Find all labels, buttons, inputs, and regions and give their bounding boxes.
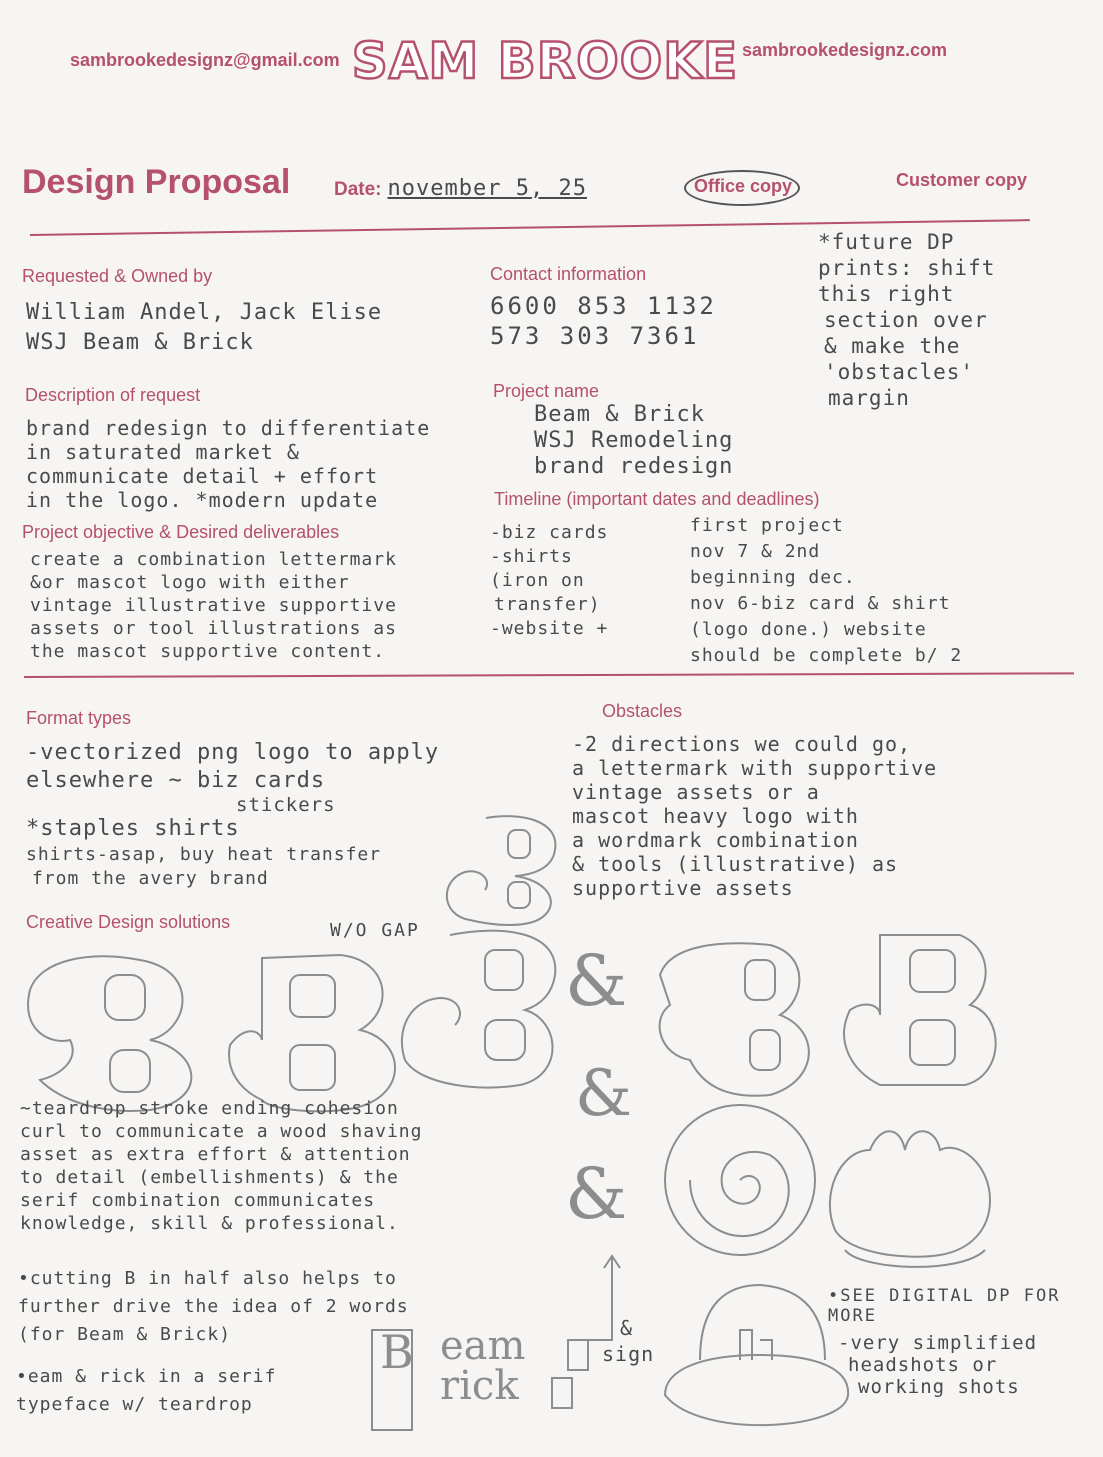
description-line: brand redesign to differentiate <box>26 416 431 440</box>
office-copy-option: Office copy <box>694 176 793 196</box>
header-email: sambrookedesignz@gmail.com <box>70 50 340 70</box>
obstacles-line: mascot heavy logo with <box>572 804 859 828</box>
creative-note-line: asset as extra effort & attention <box>20 1144 411 1165</box>
project-name-line: Beam & Brick <box>534 402 705 427</box>
timeline-right-line: nov 6-biz card & shirt <box>690 593 951 614</box>
wordmark-line: eam <box>440 1323 526 1369</box>
creative-note-line: further drive the idea of 2 words <box>18 1296 409 1317</box>
customer-copy-option: Customer copy <box>896 170 1028 190</box>
creative-notes-2 <box>18 1270 409 1354</box>
creative-notes-1 <box>20 1100 422 1238</box>
side-note-line: *future DP <box>818 230 955 254</box>
mascot-sketch <box>830 1131 990 1267</box>
side-note-line: 'obstacles' <box>824 360 975 384</box>
timeline-left-line: -biz cards <box>490 522 609 543</box>
obstacles-line: -2 directions we could go, <box>572 732 912 756</box>
creative-label: Creative Design solutions <box>26 912 231 932</box>
svg-text:&: & <box>575 1057 632 1131</box>
objective-line: the mascot supportive content. <box>30 641 386 662</box>
timeline-left-line: -shirts <box>490 546 573 567</box>
creative-note-line: curl to communicate a wood shaving <box>20 1121 423 1142</box>
requested-line: WSJ Beam & Brick <box>26 330 254 355</box>
side-note-line: & make the <box>824 334 961 358</box>
page-title: Design Proposal <box>22 163 291 201</box>
sign-note-line: sign <box>602 1342 655 1366</box>
wordmark-sketch <box>440 1323 526 1409</box>
project-name-line: brand redesign <box>534 454 734 479</box>
timeline-left-line: -website + <box>490 618 609 639</box>
headshot-note-line: -very simplified <box>838 1332 1038 1354</box>
contact-line: 573 303 7361 <box>490 322 700 350</box>
creative-note-line: •cutting B in half also helps to <box>18 1268 397 1289</box>
timeline-right-line: (logo done.) website <box>690 619 927 640</box>
serif-b-sketch: B <box>380 1325 414 1379</box>
sign-note <box>602 1318 654 1370</box>
objective-line: create a combination lettermark <box>30 549 397 570</box>
b-sketch-2 <box>229 955 395 1111</box>
wo-gap-note: W/O GAP <box>330 920 420 941</box>
obstacles-line: a lettermark with supportive <box>572 756 938 780</box>
project-name-line: WSJ Remodeling <box>534 428 734 453</box>
timeline-right-line: beginning dec. <box>690 567 856 588</box>
format-line: from the avery brand <box>32 868 269 889</box>
objective-line: vintage illustrative supportive <box>30 595 397 616</box>
timeline-label: Timeline (important dates and deadlines) <box>494 489 820 509</box>
description-line: communicate detail + effort <box>26 464 379 488</box>
format-label: Format types <box>26 708 132 728</box>
creative-note-line: ~teardrop stroke ending cohesion <box>20 1098 399 1119</box>
format-line: elsewhere ~ biz cards <box>26 768 326 793</box>
b-sketch-1 <box>28 956 191 1111</box>
stacked-bd-sketch <box>447 816 556 925</box>
obstacles-line: supportive assets <box>572 876 794 900</box>
creative-note-line: knowledge, skill & professional. <box>20 1213 399 1234</box>
headshot-sketch <box>665 1285 848 1425</box>
contact-line: 6600 853 1132 <box>490 292 717 320</box>
ampersand-sketches <box>565 940 632 1235</box>
obstacles-label: Obstacles <box>602 701 683 721</box>
obstacles-line: & tools (illustrative) as <box>572 852 899 876</box>
creative-notes-3 <box>16 1368 276 1424</box>
contact-label: Contact information <box>490 264 647 284</box>
requested-label: Requested & Owned by <box>22 266 213 286</box>
description-label: Description of request <box>25 385 201 405</box>
obstacles-line: a wordmark combination <box>572 828 859 852</box>
format-line: *staples shirts <box>26 816 240 841</box>
side-note-line: section over <box>824 308 988 332</box>
requested-line: William Andel, Jack Elise <box>26 300 383 325</box>
timeline-left-line: (iron on <box>490 570 585 591</box>
wordmark-line: rick <box>440 1363 519 1409</box>
b-sketch-3 <box>402 931 555 1088</box>
svg-text:SAM BROOKE: SAM BROOKE <box>351 32 739 90</box>
creative-note-line: to detail (embellishments) & the <box>20 1167 399 1188</box>
digital-dp-note: •SEE DIGITAL DP FOR MORE <box>828 1286 1061 1326</box>
obstacles-line: vintage assets or a <box>572 780 820 804</box>
svg-text:&: & <box>565 1153 628 1235</box>
timeline-right-line: nov 7 & 2nd <box>690 541 821 562</box>
description-line: in saturated market & <box>26 440 300 464</box>
objective-line: &or mascot logo with either <box>30 572 350 593</box>
b-sketch-4 <box>660 943 809 1095</box>
creative-note-line: serif combination communicates <box>20 1190 376 1211</box>
date-value: november 5, 25 <box>387 176 587 201</box>
creative-note-line: •eam & rick in a serif <box>16 1366 277 1387</box>
timeline-left-line: transfer) <box>494 594 601 615</box>
creative-note-line: typeface w/ teardrop <box>16 1394 253 1415</box>
header-website: sambrookedesignz.com <box>742 40 948 60</box>
format-line: -vectorized png logo to apply <box>26 740 440 765</box>
objective-line: assets or tool illustrations as <box>30 618 397 639</box>
b-sketch-5 <box>844 935 996 1085</box>
headshot-note <box>838 1334 1037 1400</box>
date-label: Date: <box>334 179 382 200</box>
creative-note-line: (for Beam & Brick) <box>18 1324 232 1345</box>
sign-note-line: & <box>620 1316 634 1340</box>
wood-shaving-swirl-sketch <box>665 1105 815 1255</box>
format-line: shirts-asap, buy heat transfer <box>26 844 382 865</box>
description-line: in the logo. *modern update <box>26 488 379 512</box>
format-line: stickers <box>236 794 336 816</box>
objective-label: Project objective & Desired deliverables <box>22 522 340 542</box>
headshot-note-line: headshots or <box>848 1354 998 1376</box>
side-note-line: this right <box>818 282 955 306</box>
side-note-line: margin <box>828 386 910 410</box>
project-name-label: Project name <box>493 381 600 401</box>
timeline-right-line: should be complete b/ 2 <box>690 645 963 666</box>
timeline-right-line: first project <box>690 515 844 536</box>
svg-text:&: & <box>565 940 628 1022</box>
headshot-note-line: working shots <box>858 1376 1020 1398</box>
side-note-line: prints: shift <box>818 256 996 280</box>
